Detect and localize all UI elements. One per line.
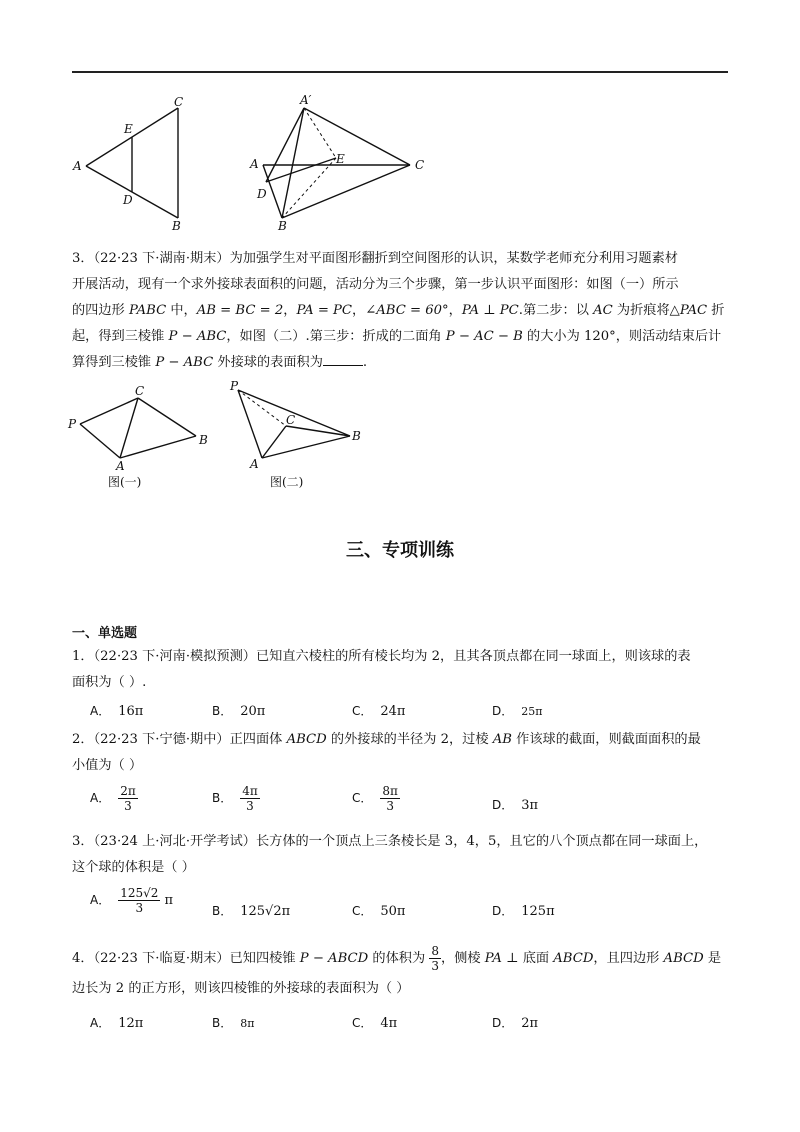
label-C: C <box>415 158 425 172</box>
figure-right-pyramid <box>249 93 424 232</box>
q4-option-d[interactable]: D． 2π <box>492 1016 539 1031</box>
label-E: E <box>124 122 133 136</box>
figure-left-triangle <box>72 95 183 232</box>
q4-option-a[interactable]: A． 12π <box>90 1016 144 1031</box>
label-A-prime: A′ <box>300 93 312 107</box>
q1-option-d[interactable]: D． 25π <box>492 704 543 718</box>
label-B: B <box>352 429 361 443</box>
label-E: E <box>336 152 345 166</box>
q2-option-c[interactable]: C． $\frac{8\pi}{3}$ <box>352 784 398 813</box>
caption-figure-one: 图(一) <box>108 475 142 489</box>
q3-option-a[interactable]: A． $\frac{125√2}{3}$ π <box>90 886 174 915</box>
question-2: 2．（22·23 下·宁德·期中）正四面体 ABCD 的外接球的半径为 2，过棱 AB 作该球的截面，则截面面积的最 小值为（ ） <box>72 732 701 773</box>
label-P: P <box>68 417 77 431</box>
label-P: P <box>230 379 239 393</box>
label-B: B <box>278 219 287 232</box>
label-C: C <box>135 384 145 398</box>
q3-option-d[interactable]: D． 125π <box>492 904 555 919</box>
q3-option-b[interactable]: B． 125√2π <box>212 904 291 919</box>
header-rule <box>72 71 728 73</box>
question-4: 4．（22·23 下·临夏·期末）已知四棱锥 P − ABCD 的体积为 $\frac{8}{3}$ ，侧棱 PA ⊥ 底面 ABCD，且四边形 ABCD 是 边长为 2 的正方形，则该四棱锥的外接球的表面积为（ ） <box>72 944 722 996</box>
question-3: 3．（23·24 上·河北·开学考试）长方体的一个顶点上三条棱长是 3，4，5，且它的八个顶点都在同一球面上， 这个球的体积是（ ） <box>72 834 708 875</box>
q4-option-b[interactable]: B． 8π <box>212 1016 255 1030</box>
question-1: 1．（22·23 下·河南·模拟预测）已知直六棱柱的所有棱长均为 2，且其各顶点都在同一球面上，则该球的表 面积为（ ）. <box>72 649 691 690</box>
subsection-title: 一、单选题 <box>72 626 138 641</box>
label-B: B <box>172 219 181 232</box>
figure-two <box>229 379 361 489</box>
q3-option-c[interactable]: C． 50π <box>352 904 406 919</box>
caption-figure-two: 图(二) <box>270 475 304 489</box>
q4-option-c[interactable]: C． 4π <box>352 1016 398 1031</box>
section-title: 三、专项训练 <box>346 540 454 561</box>
figure-one <box>67 384 208 489</box>
q1-option-a[interactable]: A． 16π <box>90 704 144 719</box>
label-A: A <box>250 457 259 471</box>
prev-question-3: 3．（22·23 下·湖南·期末）为加强学生对平面图形翻折到空间图形的认识，某数学老师充分利用习题素材 开展活动，现有一个求外接球表面积的问题，活动分为三个步骤，第一步认识平面图形：如图（一）所示 的四边形 PABC 中，AB = BC = 2，PA = PC，∠ABC = 60°，PA ⊥ PC.第二步：以 AC 为折痕将△PAC 折 起，得到三棱锥 P − ABC，如图（二）.第三步：折成的二面角 P − AC − B 的大小为 120°，则活动结束后计 算得到三棱锥 P − ABC 外接球的表面积为 . <box>72 251 725 370</box>
label-A: A <box>250 157 259 171</box>
label-B: B <box>199 433 208 447</box>
label-C: C <box>286 413 296 427</box>
figure-pyramid-fold <box>60 378 400 498</box>
q1-option-b[interactable]: B． 20π <box>212 704 266 719</box>
label-C: C <box>174 95 184 109</box>
q2-option-a[interactable]: A． $\frac{2\pi}{3}$ <box>90 784 136 813</box>
answer-blank <box>323 351 363 366</box>
figure-fold-triangles <box>60 92 460 232</box>
label-D: D <box>257 187 267 201</box>
label-D: D <box>123 193 133 207</box>
q2-option-d[interactable]: D． 3π <box>492 798 539 813</box>
q2-option-b[interactable]: B． $\frac{4\pi}{3}$ <box>212 784 258 813</box>
q1-option-c[interactable]: C． 24π <box>352 704 406 719</box>
label-A: A <box>116 459 125 473</box>
label-A: A <box>73 159 82 173</box>
